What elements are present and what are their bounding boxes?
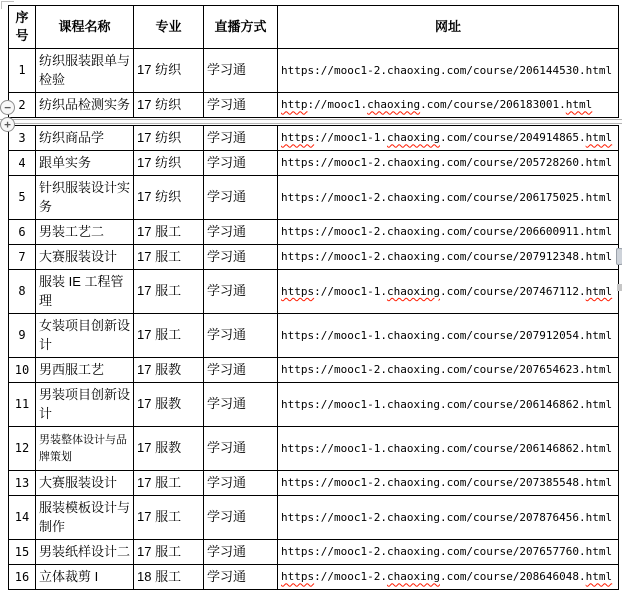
course-table-page1: [8, 5, 619, 118]
table-header-row: [9, 6, 619, 49]
row-index-cell: 10: [9, 358, 36, 383]
row-index-cell: 8: [9, 270, 36, 314]
url-text: ://mooc1.: [307, 98, 368, 112]
live-method-cell: 学习通: [204, 245, 278, 270]
table-row: [9, 93, 619, 118]
live-method-cell: 学习通: [204, 49, 278, 93]
course-url-cell: [278, 93, 619, 118]
major-cell: 17 服教: [134, 358, 204, 383]
row-index-cell: 2: [9, 93, 36, 118]
major-cell: 17 服工: [134, 496, 204, 540]
course-name-cell: 服装 IE 工程管理: [36, 270, 134, 314]
major-cell: 17 服教: [134, 383, 204, 427]
header-cell-major: 专业: [134, 6, 204, 49]
live-method-cell: 学习通: [204, 220, 278, 245]
table-row: [9, 314, 619, 358]
row-index-cell: 9: [9, 314, 36, 358]
course-name-cell: 男装纸样设计二: [36, 540, 134, 565]
url-text-misspelled: html: [565, 98, 593, 112]
table-row: [9, 245, 619, 270]
url-text-misspelled: html: [585, 131, 613, 145]
header-cell-live: 直播方式: [204, 6, 278, 49]
url-text: .com/course/204914865.: [439, 131, 586, 145]
row-index-cell: 15: [9, 540, 36, 565]
course-name-cell: 大赛服装设计: [36, 245, 134, 270]
course-table-page2: [8, 125, 619, 590]
live-method-cell: 学习通: [204, 270, 278, 314]
major-cell: 17 服工: [134, 220, 204, 245]
course-name-cell: 男装整体设计与品牌策划: [36, 427, 134, 471]
major-cell: 17 服工: [134, 540, 204, 565]
header-cell-course: 课程名称: [36, 6, 134, 49]
course-url-cell: [278, 358, 619, 383]
url-text: ://mooc1-1.: [314, 131, 387, 145]
table-row: [9, 383, 619, 427]
major-cell: 17 纺织: [134, 93, 204, 118]
url-text-misspelled: chaoxing: [386, 570, 440, 584]
url-text: ://mooc1-2.: [314, 570, 387, 584]
table-row: [9, 176, 619, 220]
course-name-cell: 纺织品检测实务: [36, 93, 134, 118]
major-cell: 17 服工: [134, 245, 204, 270]
row-index-cell: 4: [9, 151, 36, 176]
url-text-misspelled: chaoxing: [367, 98, 421, 112]
table-row: [9, 151, 619, 176]
course-url-cell: [278, 245, 619, 270]
table-row: [9, 496, 619, 540]
url-text: https://mooc1-2.chaoxing.com/course/206144530.html: [281, 63, 613, 77]
url-text-misspelled: https: [281, 570, 315, 584]
url-text-misspelled: chaoxing: [386, 131, 440, 145]
live-method-cell: 学习通: [204, 176, 278, 220]
url-text: ://mooc1-1.: [314, 284, 387, 298]
live-method-cell: 学习通: [204, 383, 278, 427]
major-cell: 17 纺织: [134, 126, 204, 151]
live-method-cell: 学习通: [204, 427, 278, 471]
url-text: https://mooc1-2.chaoxing.com/course/207876456.html: [281, 510, 613, 524]
page-break-divider: [0, 119, 622, 124]
live-method-cell: 学习通: [204, 565, 278, 590]
live-method-cell: 学习通: [204, 126, 278, 151]
url-text: https://mooc1-1.chaoxing.com/course/206146862.html: [281, 441, 613, 455]
url-text-misspelled: html: [585, 570, 613, 584]
url-text-misspelled: html: [585, 284, 613, 298]
live-method-cell: 学习通: [204, 314, 278, 358]
url-text: https://mooc1-2.chaoxing.com/course/206600911.html: [281, 225, 613, 239]
course-name-cell: 纺织服装跟单与检验: [36, 49, 134, 93]
table-row: [9, 471, 619, 496]
table-row: [9, 358, 619, 383]
course-name-cell: 男装项目创新设计: [36, 383, 134, 427]
course-url-cell: [278, 220, 619, 245]
url-text: .com/course/207467112.: [439, 284, 586, 298]
course-url-cell: [278, 471, 619, 496]
scrollbar-thumb-fragment[interactable]: [616, 248, 622, 265]
row-index-cell: 3: [9, 126, 36, 151]
table-row: [9, 270, 619, 314]
live-method-cell: 学习通: [204, 358, 278, 383]
url-text: https://mooc1-2.chaoxing.com/course/207912348.html: [281, 250, 613, 264]
course-url-cell: [278, 126, 619, 151]
url-text-misspelled: chaoxing: [386, 284, 440, 298]
course-name-cell: 女装项目创新设计: [36, 314, 134, 358]
major-cell: 17 服工: [134, 471, 204, 496]
url-text-misspelled: https: [281, 131, 315, 145]
row-index-cell: 13: [9, 471, 36, 496]
course-name-cell: 立体裁剪 I: [36, 565, 134, 590]
url-text: https://mooc1-2.chaoxing.com/course/207385548.html: [281, 476, 613, 490]
course-url-cell: [278, 151, 619, 176]
row-index-cell: 1: [9, 49, 36, 93]
url-text: https://mooc1-2.chaoxing.com/course/207657760.html: [281, 545, 613, 559]
course-url-cell: [278, 176, 619, 220]
course-url-cell: [278, 565, 619, 590]
row-index-cell: 6: [9, 220, 36, 245]
table-row: [9, 565, 619, 590]
row-index-cell: 12: [9, 427, 36, 471]
course-url-cell: [278, 383, 619, 427]
header-cell-index: 序号: [9, 6, 36, 49]
url-text: https://mooc1-2.chaoxing.com/course/205728260.html: [281, 156, 613, 170]
scrollbar-fragment[interactable]: [617, 284, 622, 291]
course-name-cell: 男西服工艺: [36, 358, 134, 383]
collapse-whitespace-icon[interactable]: −: [0, 100, 15, 115]
live-method-cell: 学习通: [204, 93, 278, 118]
major-cell: 18 服工: [134, 565, 204, 590]
course-url-cell: [278, 427, 619, 471]
major-cell: 17 服工: [134, 270, 204, 314]
row-index-cell: 5: [9, 176, 36, 220]
course-url-cell: [278, 496, 619, 540]
table-row: [9, 126, 619, 151]
row-index-cell: 16: [9, 565, 36, 590]
major-cell: 17 纺织: [134, 151, 204, 176]
table-row: [9, 220, 619, 245]
url-text-misspelled: https: [281, 284, 315, 298]
major-cell: 17 服教: [134, 427, 204, 471]
course-url-cell: [278, 270, 619, 314]
live-method-cell: 学习通: [204, 471, 278, 496]
course-name-cell: 纺织商品学: [36, 126, 134, 151]
course-url-cell: [278, 540, 619, 565]
course-url-cell: [278, 49, 619, 93]
course-name-cell: 服装模板设计与制作: [36, 496, 134, 540]
live-method-cell: 学习通: [204, 496, 278, 540]
document-area: [4, 5, 622, 590]
row-index-cell: 7: [9, 245, 36, 270]
row-index-cell: 11: [9, 383, 36, 427]
major-cell: 17 纺织: [134, 176, 204, 220]
major-cell: 17 服工: [134, 314, 204, 358]
url-text: https://mooc1-2.chaoxing.com/course/206175025.html: [281, 190, 613, 204]
url-text: https://mooc1-2.chaoxing.com/course/207654623.html: [281, 363, 613, 377]
table-row: [9, 49, 619, 93]
url-text: https://mooc1-1.chaoxing.com/course/207912054.html: [281, 328, 613, 342]
table-row: [9, 427, 619, 471]
table-row: [9, 540, 619, 565]
row-index-cell: 14: [9, 496, 36, 540]
url-text: .com/course/208646048.: [439, 570, 586, 584]
live-method-cell: 学习通: [204, 151, 278, 176]
live-method-cell: 学习通: [204, 540, 278, 565]
major-cell: 17 纺织: [134, 49, 204, 93]
course-url-cell: [278, 314, 619, 358]
header-cell-url: 网址: [278, 6, 619, 49]
course-name-cell: 男装工艺二: [36, 220, 134, 245]
url-text: .com/course/206183001.: [420, 98, 566, 112]
course-name-cell: 跟单实务: [36, 151, 134, 176]
url-text-misspelled: http: [281, 98, 308, 112]
course-name-cell: 针织服装设计实务: [36, 176, 134, 220]
url-text: https://mooc1-1.chaoxing.com/course/206146862.html: [281, 397, 613, 411]
course-name-cell: 大赛服装设计: [36, 471, 134, 496]
expand-whitespace-icon[interactable]: +: [0, 117, 15, 132]
